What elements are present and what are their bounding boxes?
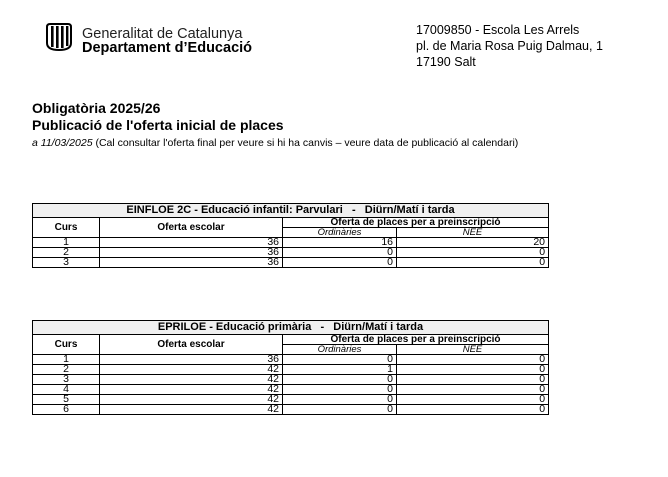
school-address — [416, 22, 603, 70]
cell-curs: 4 — [33, 385, 100, 395]
cell-nee: 0 — [397, 395, 549, 405]
cell-ordinaries: 0 — [283, 375, 397, 385]
table-row — [33, 355, 549, 365]
date-note — [32, 137, 518, 149]
cell-curs: 5 — [33, 395, 100, 405]
cell-oferta: 36 — [100, 355, 283, 365]
col-ordinaries: Ordinàries — [283, 228, 397, 238]
cell-ordinaries: 0 — [283, 395, 397, 405]
table-row — [33, 395, 549, 405]
cell-curs: 3 — [33, 258, 100, 268]
cell-curs: 3 — [33, 375, 100, 385]
table-row — [33, 365, 549, 375]
cell-curs: 2 — [33, 248, 100, 258]
cell-curs: 6 — [33, 405, 100, 415]
cell-ordinaries: 0 — [283, 355, 397, 365]
cell-nee: 0 — [397, 248, 549, 258]
table-row — [33, 385, 549, 395]
cell-nee: 20 — [397, 238, 549, 248]
cell-nee: 0 — [397, 385, 549, 395]
cell-oferta: 36 — [100, 238, 283, 248]
generalitat-stripes-icon — [44, 23, 74, 51]
col-nee: NEE — [397, 345, 549, 355]
cell-oferta: 42 — [100, 405, 283, 415]
table-row — [33, 258, 549, 268]
offer-table-infantil — [32, 203, 549, 268]
cell-oferta: 42 — [100, 375, 283, 385]
col-curs: Curs — [33, 335, 100, 355]
table-row — [33, 375, 549, 385]
address-line: pl. de Maria Rosa Puig Dalmau, 1 — [416, 39, 603, 53]
cell-oferta: 36 — [100, 258, 283, 268]
org-name: Generalitat de Catalunya — [82, 26, 243, 42]
col-curs: Curs — [33, 218, 100, 238]
cell-curs: 1 — [33, 238, 100, 248]
table-title: EPRILOE - Educació primària - Diürn/Matí i tarda — [33, 321, 549, 335]
col-preinscripcio: Oferta de places per a preinscripció — [283, 218, 549, 228]
cell-nee: 0 — [397, 355, 549, 365]
cell-ordinaries: 0 — [283, 385, 397, 395]
cell-nee: 0 — [397, 365, 549, 375]
cell-nee: 0 — [397, 258, 549, 268]
cell-nee: 0 — [397, 405, 549, 415]
department-name: Departament d’Educació — [82, 40, 253, 56]
col-oferta: Oferta escolar — [100, 335, 283, 355]
page-subtitle: Publicació de l'oferta inicial de places — [32, 117, 284, 133]
cell-oferta: 42 — [100, 395, 283, 405]
col-oferta: Oferta escolar — [100, 218, 283, 238]
cell-ordinaries: 0 — [283, 258, 397, 268]
cell-ordinaries: 0 — [283, 248, 397, 258]
page-title: Obligatòria 2025/26 — [32, 100, 161, 116]
col-nee: NEE — [397, 228, 549, 238]
cell-nee: 0 — [397, 375, 549, 385]
note-text: (Cal consultar l'oferta final per veure si hi ha canvis – veure data de publicació al calendari) — [95, 137, 519, 149]
address-line: 17190 Salt — [416, 55, 476, 69]
cell-oferta: 42 — [100, 365, 283, 375]
cell-curs: 1 — [33, 355, 100, 365]
table-row — [33, 238, 549, 248]
note-date: a 11/03/2025 — [32, 137, 93, 149]
table-title: EINFLOE 2C - Educació infantil: Parvulari - Diürn/Matí i tarda — [33, 204, 549, 218]
cell-ordinaries: 16 — [283, 238, 397, 248]
table-row — [33, 405, 549, 415]
col-ordinaries: Ordinàries — [283, 345, 397, 355]
cell-ordinaries: 1 — [283, 365, 397, 375]
cell-ordinaries: 0 — [283, 405, 397, 415]
offer-table-primaria — [32, 320, 549, 415]
cell-oferta: 36 — [100, 248, 283, 258]
col-preinscripcio: Oferta de places per a preinscripció — [283, 335, 549, 345]
address-line: 17009850 - Escola Les Arrels — [416, 23, 580, 37]
table-row — [33, 248, 549, 258]
cell-oferta: 42 — [100, 385, 283, 395]
cell-curs: 2 — [33, 365, 100, 375]
